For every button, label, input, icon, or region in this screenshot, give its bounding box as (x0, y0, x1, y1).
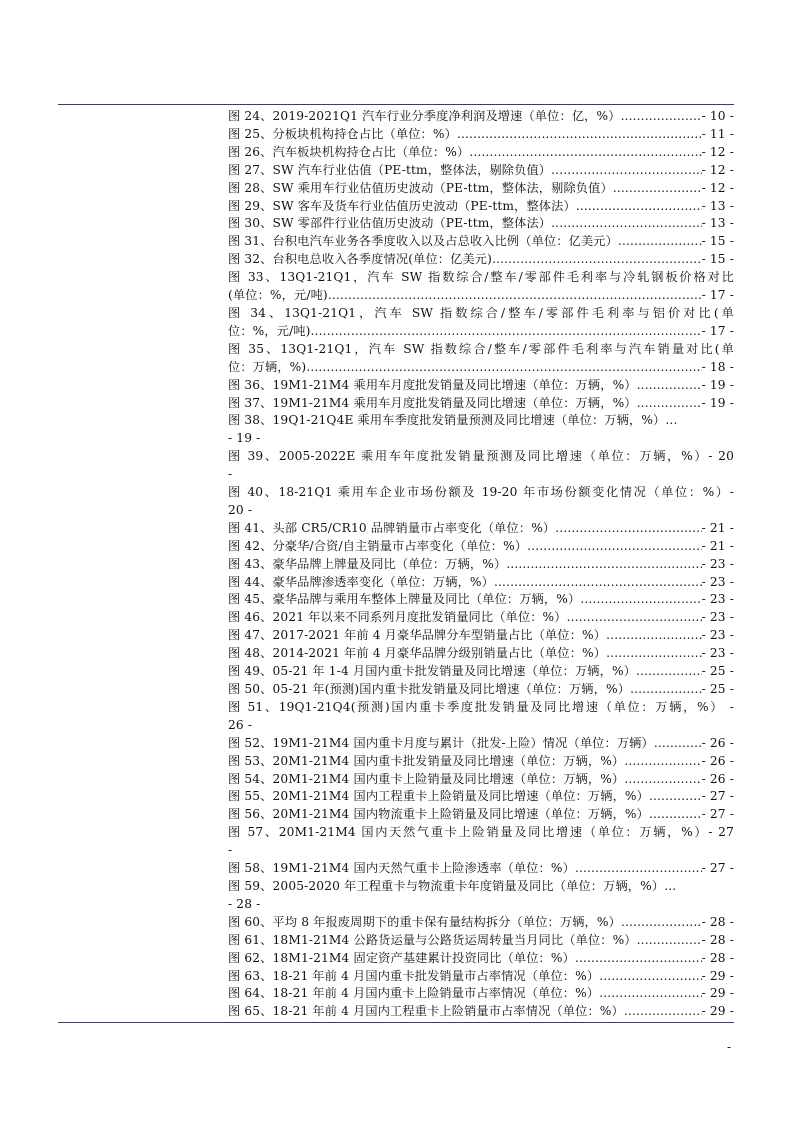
toc-dot-leader (621, 914, 702, 932)
toc-entry[interactable] (228, 735, 734, 753)
toc-page-number: - 21 - (701, 538, 734, 553)
toc-dot-leader (306, 359, 701, 377)
toc-entry-title: 图 30、SW 零部件行业估值历史波动（PE-ttm，整体法） (228, 216, 552, 231)
toc-entry-line (228, 914, 734, 932)
toc-entry-title: 图 36、19M1-21M4 乘用车月度批发销量及同比增速（单位：万辆，%） (228, 377, 637, 392)
toc-entry-line (228, 144, 734, 162)
toc-page-number: - 26 - (701, 735, 734, 750)
toc-page-number: - 15 - (701, 252, 734, 267)
toc-entry-title: 图 52、19M1-21M4 国内重卡月度与累计（批发-上险）情况（单位：万辆） (228, 735, 654, 750)
toc-entry[interactable] (228, 180, 734, 198)
toc-entry[interactable] (228, 144, 734, 162)
toc-entry[interactable] (228, 556, 734, 574)
toc-entry[interactable] (228, 627, 734, 645)
toc-page-number: 26 - (228, 717, 253, 732)
toc-entry-line (228, 806, 734, 824)
toc-entry[interactable] (228, 269, 734, 305)
toc-page-number: - 29 - (701, 986, 734, 1001)
toc-page-number: - 21 - (701, 520, 734, 535)
toc-entry-leader: ... (665, 413, 678, 428)
toc-entry[interactable] (228, 591, 734, 609)
toc-entry-title: 图 62、18M1-21M4 固定资产基建累计投资同比（单位：%） (228, 950, 575, 965)
toc-dot-leader (551, 215, 701, 233)
toc-entry-line (228, 609, 734, 627)
toc-dot-leader (599, 985, 701, 1003)
toc-entry[interactable] (228, 377, 734, 395)
toc-dot-leader (637, 395, 702, 413)
toc-page-number: - 27 - (701, 861, 734, 876)
toc-page-number: - 17 - (701, 288, 734, 303)
toc-entry-title: 图 59、2005-2020 年工程重卡与物流重卡年度销量及同比（单位：万辆，%） (228, 878, 665, 893)
toc-entry[interactable] (228, 878, 734, 914)
toc-entry-title: 图 31、台积电汽车业务各季度收入以及占总收入比例（单位：亿美元） (228, 234, 618, 249)
toc-entry[interactable] (228, 1003, 734, 1021)
toc-entry[interactable] (228, 645, 734, 663)
toc-dot-leader (469, 144, 701, 162)
toc-dot-leader (328, 287, 702, 305)
page-footer-mark: - (727, 1040, 732, 1054)
toc-dot-leader (606, 627, 701, 645)
toc-entry[interactable] (228, 681, 734, 699)
toc-page-number: - 19 - (228, 431, 261, 446)
toc-page-number: - 29 - (701, 1004, 734, 1019)
toc-entry-leader: ... (664, 878, 677, 893)
toc-entry-line (228, 950, 734, 968)
toc-entry-title: 图 54、20M1-21M4 国内重卡上险销量及同比增速（单位：万辆，%） (228, 771, 625, 786)
toc-dot-leader (636, 663, 702, 681)
toc-page-number: - 23 - (701, 556, 734, 571)
toc-entry[interactable] (228, 699, 734, 735)
toc-entry[interactable] (228, 305, 734, 341)
toc-entry-title: 图 50、05-21 年(预测)国内重卡批发销量及同比增速（单位：万辆，%） (228, 682, 631, 696)
toc-dot-leader (506, 556, 701, 574)
toc-dot-leader (624, 771, 701, 789)
toc-dot-leader (575, 950, 702, 968)
toc-entry-title: 图 46、2021 年以来不同系列月度批发销量同比（单位：%） (228, 610, 567, 625)
toc-entry-line (228, 162, 734, 180)
toc-dot-leader (492, 251, 702, 269)
toc-page-number: - (228, 843, 233, 858)
toc-entry-title: 图 29、SW 客车及货车行业估值历史波动（PE-ttm，整体法） (228, 198, 576, 213)
toc-page-number: - 17 - (701, 323, 734, 338)
toc-entry[interactable] (228, 448, 734, 484)
toc-entry-line (228, 753, 734, 771)
toc-dot-leader (621, 108, 702, 126)
toc-entry-title-line: 图 34、13Q1-21Q1，汽车 SW 指数综合/整车/零部件毛利率与铝价对比(单 (228, 305, 734, 320)
toc-entry-title: 图 27、SW 汽车行业估值（PE-ttm，整体法，剔除负值） (228, 162, 552, 177)
toc-entry-line (228, 126, 734, 144)
toc-entry[interactable] (228, 162, 734, 180)
toc-entry-title-line: 图 35、13Q1-21Q1，汽车 SW 指数综合/整车/零部件毛利率与汽车销量对比(单 (228, 341, 734, 356)
toc-dot-leader (654, 735, 702, 753)
toc-entry-line (228, 878, 734, 896)
toc-entry-title: 图 63、18-21 年前 4 月国内重卡批发销量市占率情况（单位：%） (228, 968, 600, 983)
toc-entry[interactable] (228, 395, 734, 413)
toc-dot-leader (457, 126, 702, 144)
toc-entry-line (228, 251, 734, 269)
toc-page-number: - 19 - (701, 377, 734, 392)
toc-entry[interactable] (228, 824, 734, 860)
toc-entry-line (228, 645, 734, 663)
toc-dot-leader (630, 681, 702, 699)
toc-entry[interactable] (228, 771, 734, 789)
toc-entry-line (228, 968, 734, 986)
toc-page-number: - 28 - (701, 950, 734, 965)
toc-entry-title: 图 65、18-21 年前 4 月国内工程重卡上险销量市占率情况（单位：%） (228, 1004, 624, 1019)
toc-entry-title: 图 25、分板块机构持仓占比（单位：%） (228, 126, 457, 141)
toc-page-number: - 28 - (701, 932, 734, 947)
toc-entry[interactable] (228, 860, 734, 878)
toc-entry[interactable] (228, 753, 734, 771)
toc-entry-title-line: 图 51、19Q1-21Q4(预测)国内重卡季度批发销量及同比增速（单位：万辆，%） - (228, 699, 734, 714)
toc-entry-title: 图 56、20M1-21M4 国内物流重卡上险销量及同比增速（单位：万辆，%） (228, 807, 649, 822)
toc-page-number: - 12 - (701, 180, 734, 195)
toc-entry-title: 图 42、分豪华/合资/自主销量市占率变化（单位：%） (228, 538, 528, 553)
toc-entry-title: 图 28、SW 乘用车行业估值历史波动（PE-ttm，整体法，剔除负值） (228, 180, 613, 195)
toc-dot-leader (649, 788, 702, 806)
toc-entry-title: 图 32、台积电总收入各季度情况(单位：亿美元) (228, 252, 493, 267)
toc-page-number: - 29 - (701, 968, 734, 983)
toc-entry-title: 图 48、2014-2021 年前 4 月豪华品牌分级别销量占比（单位：%） (228, 646, 607, 661)
toc-entry-title-line: 图 39、2005-2022E 乘用车年度批发销量预测及同比增速（单位：万辆，%）- 20 (228, 449, 734, 464)
toc-dot-leader (551, 162, 701, 180)
toc-page-number: - 27 - (701, 807, 734, 822)
toc-page-number: - 19 - (701, 395, 734, 410)
toc-entry[interactable] (228, 663, 734, 681)
toc-page-number: - 25 - (701, 664, 734, 679)
toc-entry[interactable] (228, 609, 734, 627)
toc-entry-line (228, 108, 734, 126)
toc-dot-leader (606, 645, 701, 663)
header-rule (58, 104, 734, 105)
toc-dot-leader (580, 591, 701, 609)
toc-dot-leader (555, 520, 701, 538)
toc-entry[interactable] (228, 484, 734, 520)
toc-entry-title: 图 24、2019-2021Q1 汽车行业分季度净利润及增速（单位：亿，%） (228, 109, 621, 123)
toc-entry[interactable] (228, 985, 734, 1003)
figure-toc-list (228, 108, 734, 1021)
toc-entry-title: 图 26、汽车板块机构持仓占比（单位：%） (228, 144, 470, 159)
toc-entry-title: 图 58、19M1-21M4 国内天然气重卡上险渗透率（单位：%） (228, 861, 575, 876)
toc-entry[interactable] (228, 914, 734, 932)
toc-page-number: - 26 - (701, 771, 734, 786)
toc-dot-leader (618, 233, 702, 251)
toc-entry[interactable] (228, 788, 734, 806)
toc-entry-line (228, 233, 734, 251)
toc-entry-title: (单位：%，元/吨) (228, 288, 328, 303)
toc-entry-title: 图 41、头部 CR5/CR10 品牌销量市占率变化（单位：%） (228, 520, 556, 535)
toc-page-number: - 13 - (701, 216, 734, 231)
toc-entry[interactable] (228, 198, 734, 216)
toc-entry[interactable] (228, 520, 734, 538)
toc-entry-line (228, 538, 734, 556)
toc-entry-line (228, 395, 734, 413)
toc-entry-line (228, 735, 734, 753)
toc-page-number: - 27 - (701, 789, 734, 804)
toc-entry-line (228, 215, 734, 233)
toc-entry-line (228, 932, 734, 950)
toc-entry[interactable] (228, 108, 734, 126)
toc-entry-line (228, 287, 734, 305)
toc-entry-line (228, 771, 734, 789)
toc-entry[interactable] (228, 341, 734, 377)
toc-entry-line (228, 1003, 734, 1021)
toc-entry-title: 图 64、18-21 年前 4 月国内重卡上险销量市占率情况（单位：%） (228, 986, 600, 1001)
toc-page-number: - 15 - (701, 234, 734, 249)
toc-page-number: - 18 - (701, 359, 734, 374)
toc-entry-title: 图 44、豪华品牌渗透率变化（单位：万辆，%） (228, 574, 494, 589)
toc-entry[interactable] (228, 233, 734, 251)
toc-dot-leader (613, 180, 702, 198)
toc-entry[interactable] (228, 538, 734, 556)
toc-entry[interactable] (228, 574, 734, 592)
toc-entry-line (228, 198, 734, 216)
toc-entry-title: 位：万辆，%) (228, 359, 307, 374)
toc-entry-line (228, 663, 734, 681)
toc-entry-title-line: 图 57、20M1-21M4 国内天然气重卡上险销量及同比增速（单位：万辆，%）- 27 (228, 825, 734, 840)
toc-entry-title: 图 61、18M1-21M4 公路货运量与公路货运周转量当月同比（单位：%） (228, 932, 637, 947)
toc-entry-line (228, 359, 734, 377)
toc-entry-line (228, 556, 734, 574)
toc-page-number: - 12 - (701, 162, 734, 177)
toc-dot-leader (576, 198, 702, 216)
toc-page-number: - 12 - (701, 144, 734, 159)
toc-page-number: - 23 - (701, 610, 734, 625)
toc-dot-leader (649, 806, 702, 824)
toc-page-number: - 23 - (701, 574, 734, 589)
toc-dot-leader (599, 968, 701, 986)
toc-entry-title-line: 图 40、18-21Q1 乘用车企业市场份额及 19-20 年市场份额变化情况（单位：%）- (228, 485, 734, 500)
toc-entry-line (228, 412, 734, 430)
toc-dot-leader (494, 574, 702, 592)
toc-page-number: - 13 - (701, 198, 734, 213)
toc-entry-line (228, 627, 734, 645)
toc-entry-line (228, 788, 734, 806)
toc-entry-title: 图 53、20M1-21M4 国内重卡批发销量及同比增速（单位：万辆，%） (228, 753, 625, 768)
toc-entry-title: 图 49、05-21 年 1-4 月国内重卡批发销量及同比增速（单位：万辆，%） (228, 664, 637, 679)
toc-entry-line (228, 180, 734, 198)
toc-entry-title: 位：%，元/吨) (228, 323, 311, 338)
toc-entry-line (228, 323, 734, 341)
toc-entry-line (228, 591, 734, 609)
toc-entry-title-line: 图 33、13Q1-21Q1，汽车 SW 指数综合/整车/零部件毛利率与冷轧钢板价格对比 (228, 270, 734, 285)
toc-entry[interactable] (228, 412, 734, 448)
toc-page-number: - (228, 467, 233, 482)
toc-entry-line (228, 681, 734, 699)
toc-entry[interactable] (228, 950, 734, 968)
footer-rule (58, 1022, 734, 1023)
toc-entry-title: 图 38、19Q1-21Q4E 乘用车季度批发销量预测及同比增速（单位：万辆，%） (228, 413, 666, 428)
toc-page-number: - 23 - (701, 628, 734, 643)
toc-page-number: - 25 - (701, 682, 734, 696)
toc-entry[interactable] (228, 215, 734, 233)
toc-page-number: - 26 - (701, 753, 734, 768)
toc-entry[interactable] (228, 932, 734, 950)
toc-page-number: - 28 - (228, 896, 261, 911)
toc-entry-title: 图 55、20M1-21M4 国内工程重卡上险销量及同比增速（单位：万辆，%） (228, 789, 649, 804)
toc-dot-leader (575, 860, 702, 878)
toc-entry-title: 图 43、豪华品牌上牌量及同比（单位：万辆，%） (228, 556, 507, 571)
toc-entry[interactable] (228, 126, 734, 144)
toc-entry[interactable] (228, 251, 734, 269)
toc-dot-leader (527, 538, 701, 556)
toc-entry-line (228, 860, 734, 878)
toc-entry-title: 图 37、19M1-21M4 乘用车月度批发销量及同比增速（单位：万辆，%） (228, 395, 637, 410)
toc-dot-leader (311, 323, 702, 341)
toc-dot-leader (637, 932, 702, 950)
toc-dot-leader (637, 377, 702, 395)
toc-entry-title: 图 45、豪华品牌与乘用车整体上牌量及同比（单位：万辆，%） (228, 592, 581, 607)
toc-entry-line (228, 985, 734, 1003)
toc-entry-title: 图 47、2017-2021 年前 4 月豪华品牌分车型销量占比（单位：%） (228, 628, 607, 643)
toc-page-number: - 23 - (701, 592, 734, 607)
toc-dot-leader (624, 753, 701, 771)
toc-page-number: - 23 - (701, 646, 734, 661)
toc-dot-leader (567, 609, 702, 627)
toc-entry[interactable] (228, 806, 734, 824)
toc-page-number: 20 - (228, 502, 253, 517)
toc-page-number: - 10 - (701, 109, 734, 123)
toc-entry-line (228, 574, 734, 592)
toc-dot-leader (624, 1003, 702, 1021)
toc-entry-line (228, 520, 734, 538)
toc-entry-title: 图 60、平均 8 年报废周期下的重卡保有量结构拆分（单位：万辆，%） (228, 914, 621, 929)
toc-entry[interactable] (228, 968, 734, 986)
toc-page-number: - 11 - (701, 126, 734, 141)
toc-entry-line (228, 377, 734, 395)
toc-page-number: - 28 - (701, 914, 734, 929)
